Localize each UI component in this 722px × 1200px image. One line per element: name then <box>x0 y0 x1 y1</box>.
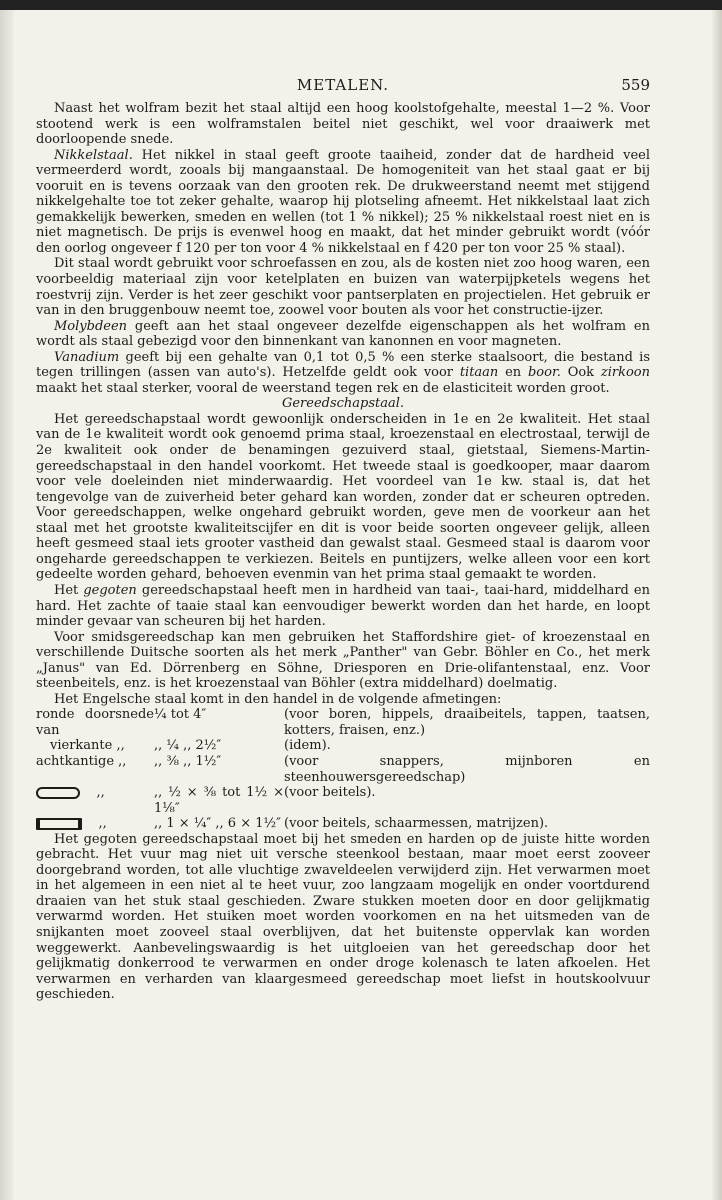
table-use: (voor boren, hippels, draaibeitels, tappen, taatsen, kotters, fraisen, enz.) <box>284 707 650 738</box>
table-row <box>36 754 650 785</box>
paragraph-molybdeen <box>36 319 650 350</box>
table-label-cell <box>36 785 154 816</box>
table-size: ,, 1 × ¼″ ,, 6 × 1½″ <box>154 816 281 832</box>
table-use: (voor beitels). <box>284 785 376 801</box>
table-label: ronde doorsnede van <box>36 707 154 738</box>
table-label: ,, <box>98 816 107 832</box>
dimensions-table <box>36 707 650 831</box>
paragraph-gegoten <box>36 583 650 630</box>
page-header <box>36 76 650 96</box>
table-use: (voor beitels, schaarmessen, matrijzen). <box>284 816 549 832</box>
table-row <box>36 707 650 738</box>
paragraph-vanadium <box>36 350 650 397</box>
term-titaan: titaan <box>459 365 499 381</box>
table-label: achtkantige ,, <box>36 753 127 769</box>
paragraph-nikkelstaal <box>36 148 650 257</box>
word-het: Het <box>54 582 79 598</box>
section-heading-gereedschapstaal: Gereedschapstaal. <box>281 396 405 412</box>
table-use: (voor snappers, mijnboren en steenhouwersgereedschap) <box>284 753 650 785</box>
paragraph-afmetingen-intro: Het Engelsche staal komt in den handel in de volgende afmetingen: <box>54 691 502 707</box>
running-head: METALEN. <box>296 76 390 94</box>
table-row <box>36 785 650 816</box>
page-body <box>36 101 650 1003</box>
word-en: en <box>505 365 522 381</box>
paragraph-vanadium-text: geeft bij een gehalte van 0,1 tot 0,5 % een sterke staalsoort, die bestand is tegen trillingen (assen van auto's). Hetzelfde geldt ook voor <box>36 349 650 381</box>
page-right-edge <box>712 10 722 1200</box>
term-molybdeen: Molybdeen <box>54 318 128 334</box>
paragraph-toepassing: Dit staal wordt gebruikt voor schroefassen en zou, als de kosten niet zoo hoog waren, een voorbeeldig materiaal zijn voor ketelplaten en buizen van waterpijpketels wegens het roestvrij zijn. Verder is het zeer geschikt voor pantserplaten en projectielen. Het gebruik er van in den bruggenbouw neemt toe, zoowel voor bouten als voor het constructie-ijzer. <box>36 256 650 319</box>
table-label: vierkante ,, <box>50 738 125 754</box>
table-label-cell <box>36 816 154 832</box>
scan-top-border <box>0 0 722 10</box>
page-number: 559 <box>621 76 650 94</box>
paragraph-gegoten-text: gereedschapstaal heeft men in hardheid van taai-, taai-hard, middelhard en hard. Het zachte of taaie staal kan eenvoudiger bewerkt worden dan het harde, en loopt minder gevaar van scheuren bij het harden. <box>36 582 650 630</box>
paragraph-kwaliteit: Het gereedschapstaal wordt gewoonlijk onderscheiden in 1e en 2e kwaliteit. Het staal van de 1e kwaliteit wordt ook genoemd prima staal, kroezenstaal en electrostaal, terwijl de 2e kwaliteit ook onder de benamingen gezuiverd staal, gietstaal, Siemens-Martin-gereedschapstaal in den handel voorkomt. Het tweede staal is goedkooper, maar daarom voor vele doeleinden niet minderwaardig. Het voordeel van 1e kw. staal is, dat het tengevolge van de zuiverheid beter gehard kan worden, zonder dat er scheuren optreden. Voor gereedschappen, welke ongehard gebruikt worden, geve men de voorkeur aan het staal met het grootste kwaliteitscijfer en dit is voor beide soorten ongeveer gelijk, alleen heeft gesmeed staal iets grooter vastheid dan gewalst staal. Gesmeed staal is daarom voor ongeharde gereedschappen te verkiezen. Beitels en puntijzers, welke alleen voor een kort gedeelte worden gehard, behoeven evenmin van het prima staal gemaakt te worden. <box>36 411 650 583</box>
page-left-edge <box>0 10 14 1200</box>
term-boor: boor. <box>527 365 561 381</box>
table-row <box>36 816 650 832</box>
paragraph-smidsgereedschap: Voor smidsgereedschap kan men gebruiken het Staffordshire giet- of kroezenstaal en verschillende Duitsche soorten als het merk „Panther" van Gebr. Böhler en Co., het merk „Janus" van Ed. Dörrenberg en Söhne, Driesporen en Drie-olifantenstaal, enz. Voor steenbeitels, enz. is het kroezenstaal van Böhler (extra middelhard) doelmatig. <box>36 629 650 692</box>
table-size: ,, ⅜ ,, 1½″ <box>154 753 222 769</box>
paragraph-wolfram: Naast het wolfram bezit het staal altijd een hoog koolstofgehalte, meestal 1—2 %. Voor stootend werk is een wolframstalen beitel niet geschikt, wel voor draaiwerk met doorloopende snede. <box>36 101 650 148</box>
paragraph-smeden-harden: Het gegoten gereedschapstaal moet bij het smeden en harden op de juiste hitte worden gebracht. Het vuur mag niet uit versche steenkool bestaan, maar moet eerst zooveer doorgebrand worden, tot alle vluchtige zwaveldeelen verwijderd zijn. Het verwarmen moet in het algemeen in een niet al te heet vuur, zoo langzaam mogelijk en onder voortdurend draaien van het stuk staal geschieden. Zware stukken moeten door en door gelijkmatig verwarmd worden. Het stuiken moet worden voorkomen en na het uitsmeden van de snijkanten moet zooveel staal overblijven, dat het buitenste oppervlak kan worden weggewerkt. Aanbevelingswaardig is het uitgloeien van het gereedschap door het gelijkmatig donkerrood te verwarmen en onder droge kolenasch te laten afkoelen. Het verwarmen en verharden van klaargesmeed gereedschap moet liefst in houtskoolvuur geschieden. <box>36 831 650 1003</box>
term-vanadium: Vanadium <box>54 349 120 365</box>
paragraph-molybdeen-text: geeft aan het staal ongeveer dezelfde eigenschappen als het wolfram en wordt als staal gebezigd voor den binnenkant van kanonnen en voor magneten. <box>36 318 650 350</box>
table-row <box>36 738 650 754</box>
word-ook: Ook <box>567 365 595 381</box>
table-size: ¼ tot 4″ <box>154 707 207 723</box>
rounded-bar-profile-icon <box>36 787 80 799</box>
term-nikkelstaal: Nikkelstaal. <box>54 147 133 163</box>
table-use: (idem). <box>284 738 331 754</box>
table-size: ,, ½ × ⅜ tot 1½ × 1⅛″ <box>154 785 284 816</box>
table-label: ,, <box>96 785 105 801</box>
paragraph-nikkelstaal-text: Het nikkel in staal geeft groote taaiheid, zonder dat de hardheid veel vermeerderd wordt, zooals bij mangaanstaal. De homogeniteit van het staal gaat er bij vooruit en is tevens oorzaak van den grooten rek. De drukweerstand neemt met stijgend nikkelgehalte toe tot zeker gehalte, waarop hij plotseling afneemt. Het nikkelstaal laat zich gemakkelijk bewerken, smeden en wellen (tot 1 % nikkel); 25 % nikkelstaal roest niet en is niet magnetisch. De prijs is evenwel hoog en maakt, dat het minder gebruikt wordt (vóór den oorlog ongeveer f 120 per ton voor 4 % nikkelstaal en f 420 per ton voor 25 % staal). <box>36 147 650 256</box>
term-zirkoon: zirkoon <box>600 365 650 381</box>
paragraph-zirkoon-text: maakt het staal sterker, vooral de weerstand tegen rek en de elasticiteit worden groot. <box>36 380 610 396</box>
term-gegoten: gegoten <box>83 582 137 598</box>
flat-bar-profile-icon <box>36 818 82 830</box>
table-size: ,, ¼ ,, 2½″ <box>154 738 222 754</box>
